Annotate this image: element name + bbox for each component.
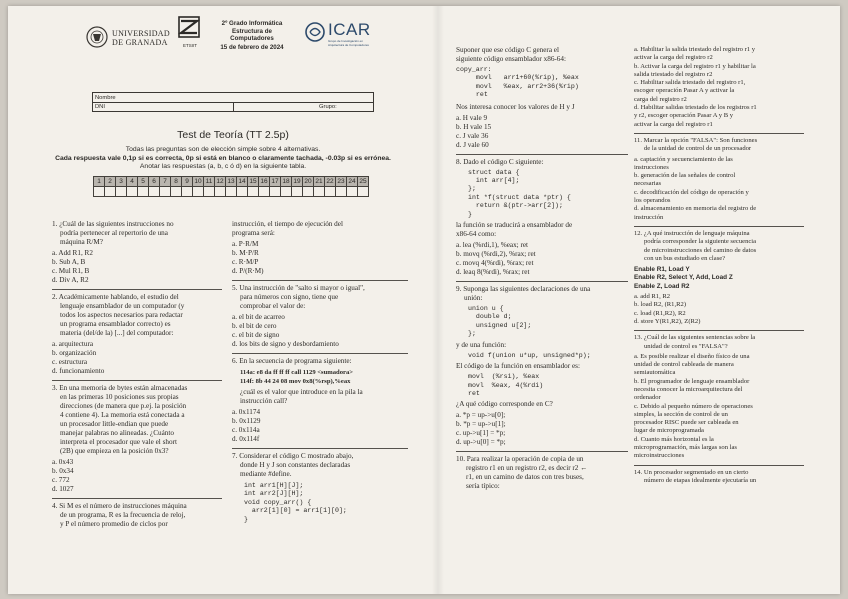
q9-option-c: c. up->u[1] = *p; xyxy=(456,429,506,438)
q2-option-c: c. estructura xyxy=(52,358,88,366)
answer-num-21: 21 xyxy=(315,178,323,185)
q4-option-b: b. M·P/R xyxy=(232,249,259,257)
q2-option-a: a. arquitectura xyxy=(52,340,94,348)
q12-option-a: a. add R1, R2 xyxy=(634,293,671,301)
q3-text-4: 4 contiene 4). La memoria está conectada a xyxy=(60,411,185,419)
answer-cell[interactable] xyxy=(204,187,215,197)
icar-subtitle: Grupo de Investigación en Arquitectura de Computadores xyxy=(328,39,369,47)
answer-num-25: 25 xyxy=(359,178,367,185)
q9-text-2: unión: xyxy=(464,294,483,303)
q10-option-a-1: a. Habilitar la salida triestado del registro r1 y xyxy=(634,46,756,53)
university-name-line1: UNIVERSIDAD xyxy=(112,29,170,38)
q2-text-3: todos los aspectos necesarios para redactar xyxy=(60,311,183,319)
q9-code-line4: }; xyxy=(468,330,476,338)
q8-option-b: b. movq (%rdi,2), %rax; ret xyxy=(456,250,536,259)
q11-text-1: 11. Marcar la opción "FALSA": Son funciones xyxy=(634,136,758,144)
question-4 xyxy=(52,502,222,529)
q4-option-d: d. P/(R·M) xyxy=(232,267,264,275)
q12-option-d: d. store Y(R1,R2), Z(R2) xyxy=(634,317,701,325)
question-divider xyxy=(52,289,222,290)
q7c-code-line2: movl arr1+60(%rip), %eax xyxy=(468,74,579,82)
q11-option-c-1: c. decodificación del código de operación y xyxy=(634,188,749,196)
q3-text-2: en las primeras 10 posiciones sus propias xyxy=(60,393,179,401)
q5-option-a: a. el bit de acarreo xyxy=(232,313,285,321)
question-10-continued xyxy=(634,46,804,129)
q12-option-c: c. load (R1,R2), R2 xyxy=(634,309,686,317)
question-divider xyxy=(634,330,804,331)
q4-option-a: a. P·R/M xyxy=(232,240,259,248)
q3-option-c: c. 772 xyxy=(52,476,70,484)
q8-code-line1: struct data { xyxy=(468,168,520,176)
q7-option-c: c. J vale 36 xyxy=(456,131,489,140)
question-column-3 xyxy=(456,46,628,495)
answer-cell[interactable] xyxy=(182,187,193,197)
answer-cell[interactable] xyxy=(347,187,358,197)
q8-code-line3: }; xyxy=(468,185,476,193)
q6-option-b: b. 0x1129 xyxy=(232,417,261,425)
answer-num-1: 1 xyxy=(94,177,105,187)
q1-text-2: podría pertenecer al repertorio de una xyxy=(60,229,168,237)
etsiit-logo xyxy=(178,16,202,46)
answer-cell[interactable] xyxy=(105,187,116,197)
question-5 xyxy=(232,284,408,349)
exam-date: 15 de febrero de 2024 xyxy=(220,43,284,51)
university-name-line2: DE GRANADA xyxy=(112,38,168,47)
question-14 xyxy=(634,469,804,486)
q10-option-d-2: y r2, escoger operación Pasar A y B y xyxy=(634,112,734,120)
instruction-line2: Cada respuesta vale 0,1p si es correcta, 0p si está en blanco o claramente tachada, -0.03p si es errónea. xyxy=(55,154,391,162)
q13-option-c-2: simples, la sección de control de un xyxy=(634,410,728,418)
q5-option-b: b. el bit de cero xyxy=(232,322,277,330)
question-7 xyxy=(232,452,408,524)
q13-option-a-1: a. Es posible realizar el diseño físico de una xyxy=(634,352,750,360)
q10-option-b-2: salida triestado del registro r2 xyxy=(634,70,713,78)
exam-sheet xyxy=(8,6,840,594)
student-form xyxy=(92,92,374,112)
answer-cell[interactable] xyxy=(237,187,248,197)
q13-option-d-2: microprogramación, más largas son las xyxy=(634,444,737,452)
q8-option-a: a. lea (%rdi,1), %eax; ret xyxy=(456,241,529,250)
etsiit-label: ETSIIT xyxy=(182,43,197,48)
q12-text-1: 12. ¿A qué instrucción de lenguaje máquina xyxy=(634,229,750,237)
answer-table-header-row xyxy=(94,177,369,187)
q8-option-d: d. leaq 8(%rdi), %rax; ret xyxy=(456,268,530,277)
q13-option-c-3: procesador RISC puede ser cableada en xyxy=(634,419,739,427)
university-logo xyxy=(86,20,180,56)
q6-text-2: ¿cuál es el valor que introduce en la pila la xyxy=(240,388,363,396)
q1-option-c: c. Mul R1, B xyxy=(52,267,90,275)
q6-option-a: a. 0x1174 xyxy=(232,408,261,416)
instruction-line3: Anotar las respuestas (a, b, c ó d) en la siguiente tabla. xyxy=(139,163,307,170)
group-field[interactable] xyxy=(339,103,373,112)
question-divider xyxy=(232,353,408,354)
q5-option-c: c. el bit de signo xyxy=(232,331,280,339)
answer-cell[interactable] xyxy=(160,187,171,197)
instruction-line1: Todas las preguntas son de elección simple sobre 4 alternativas. xyxy=(125,146,321,153)
q3-text-6: manejar palabras no alineadas. ¿Cuánto xyxy=(60,429,174,437)
question-11 xyxy=(634,137,804,222)
question-2 xyxy=(52,293,222,376)
question-column-1 xyxy=(52,220,222,533)
q3-option-a: a. 0x43 xyxy=(52,458,74,466)
icar-logo-icon xyxy=(304,21,326,43)
instructions xyxy=(48,146,398,172)
question-divider xyxy=(52,380,222,381)
dni-field[interactable] xyxy=(111,103,231,112)
q9-code-line1: union u { xyxy=(468,305,504,313)
q6-text-3: instrucción call? xyxy=(240,397,288,405)
answer-num-16: 16 xyxy=(260,178,268,185)
course-line3: Computadores xyxy=(230,35,274,43)
q10-option-c-2: escoger operación Pasar A y activar la xyxy=(634,87,735,95)
question-9 xyxy=(456,285,628,447)
answer-cell[interactable] xyxy=(226,187,237,197)
q10-option-b-1: b. Activar la carga del registro r1 y habilitar la xyxy=(634,62,756,70)
q12-micro-3: Enable Z, Load R2 xyxy=(634,282,690,290)
q9-asm-line1: movl (%rsi), %eax xyxy=(468,373,540,381)
q7-code-line4: arr2[1][0] = arr1[1][0]; xyxy=(244,507,347,515)
q1-option-a: a. Add R1, R2 xyxy=(52,249,93,257)
q5-text-1: 5. Una instrucción de "salto si mayor o igual", xyxy=(232,284,365,292)
question-column-4 xyxy=(634,46,804,489)
question-column-2 xyxy=(232,220,408,528)
q9-code-line2: double d; xyxy=(468,313,512,321)
question-13 xyxy=(634,334,804,460)
q13-option-b-3: ordenador xyxy=(634,394,661,402)
answer-num-9: 9 xyxy=(182,177,193,187)
q7c-text-3: Nos interesa conocer los valores de H y J xyxy=(456,102,575,111)
answer-num-15: 15 xyxy=(249,178,257,185)
q5-option-d: d. los bits de signo y desbordamiento xyxy=(232,340,339,348)
q6-text-1: 6. En la secuencia de programa siguiente: xyxy=(232,357,352,365)
answer-num-18: 18 xyxy=(282,178,290,185)
q7c-text-1: Suponer que ese código C genera el xyxy=(456,46,559,54)
q13-option-a-3: semiautomática xyxy=(634,369,676,377)
answer-num-8: 8 xyxy=(171,177,182,187)
q3-text-8: (2B) que empieza en la posición 0x3? xyxy=(60,447,169,455)
q10-text-4: sería típico: xyxy=(466,482,500,491)
answer-cell[interactable] xyxy=(259,187,270,197)
q10-text-2: registro r1 en un registro r2, es decir r2 ← xyxy=(466,464,588,473)
question-divider xyxy=(232,448,408,449)
q7c-code-line4: ret xyxy=(468,91,488,99)
q11-option-d-1: d. almacenamiento en memoria del registro de xyxy=(634,205,757,213)
q12-micro-2: Enable R2, Select Y, Add, Load Z xyxy=(634,274,733,282)
q13-option-d-3: microinstrucciones xyxy=(634,452,685,460)
q7-text-2: donde H y J son constantes declaradas xyxy=(240,461,351,469)
answer-cell[interactable] xyxy=(171,187,182,197)
icar-title: ICAR xyxy=(328,20,371,39)
q6-option-d: d. 0x114f xyxy=(232,435,260,443)
answer-cell[interactable] xyxy=(281,187,292,197)
q12-option-b: b. load R2, (R1,R2) xyxy=(634,301,687,309)
question-divider xyxy=(456,154,628,155)
q8-code-line6: } xyxy=(468,210,472,218)
question-8 xyxy=(456,158,628,277)
q3-text-7: interpreta el procesador que vale el short xyxy=(60,438,177,446)
question-1 xyxy=(52,220,222,285)
q7-option-a: a. H vale 9 xyxy=(456,113,488,122)
q2-option-d: d. funcionamiento xyxy=(52,367,105,375)
q7-option-d: d. J vale 60 xyxy=(456,140,489,149)
q7-code-line1: int arr1[H][J]; xyxy=(244,482,304,489)
question-10 xyxy=(456,455,628,491)
answer-cell[interactable] xyxy=(314,187,325,197)
answer-cell[interactable] xyxy=(193,187,204,197)
q10-text-1: 10. Para realizar la operación de copia de un xyxy=(456,455,584,464)
q2-text-1: 2. Académicamente hablando, el estudio del xyxy=(52,293,179,301)
q3-option-d: d. 1027 xyxy=(52,485,74,493)
page-fold xyxy=(432,6,444,594)
question-3 xyxy=(52,384,222,494)
answer-num-7: 7 xyxy=(160,177,171,187)
q1-text-3: máquina R/M? xyxy=(60,238,103,246)
q11-option-c-2: los operandos xyxy=(634,197,671,205)
question-12 xyxy=(634,230,804,326)
q2-text-4: un programa ensamblador correcto) es xyxy=(60,320,171,328)
answer-cell[interactable] xyxy=(215,187,226,197)
q8-code-line4: int *f(struct data *ptr) { xyxy=(468,193,571,201)
question-divider xyxy=(634,226,804,227)
question-divider xyxy=(634,133,804,134)
course-info xyxy=(212,20,292,51)
q3-option-b: b. 0x34 xyxy=(52,467,74,475)
answer-cell[interactable] xyxy=(292,187,303,197)
q9-asm-line2: movl %eax, 4(%rdi) xyxy=(468,381,544,389)
group-label: Grupo: xyxy=(319,104,337,110)
q9-option-d: d. up->u[0] = *p; xyxy=(456,438,506,447)
question-6 xyxy=(232,357,408,444)
answer-num-20: 20 xyxy=(304,178,312,185)
q11-option-d-2: instrucción xyxy=(634,213,664,221)
question-divider xyxy=(456,451,628,452)
question-divider xyxy=(232,280,408,281)
icar-logo xyxy=(304,18,376,52)
answer-num-12: 12 xyxy=(216,178,224,185)
q4c-text-2: programa será: xyxy=(232,229,275,237)
q13-option-b-1: b. El programador de lenguaje ensamblador xyxy=(634,377,750,385)
q9-asm-line3: ret xyxy=(468,389,480,397)
q11-text-2: de la unidad de control de un procesador xyxy=(644,145,752,153)
q3-text-1: 3. En una memoria de bytes están almacenadas xyxy=(52,384,188,392)
q11-option-a-1: a. captación y secuenciamiento de las xyxy=(634,155,733,163)
answer-num-23: 23 xyxy=(337,178,345,185)
answer-cell[interactable] xyxy=(94,187,105,197)
name-field[interactable] xyxy=(93,93,373,103)
q7c-code-line1: copy_arr: xyxy=(456,66,492,73)
answer-cell[interactable] xyxy=(149,187,160,197)
question-divider xyxy=(634,465,804,466)
answer-num-22: 22 xyxy=(326,178,334,185)
q12-text-3: de microinstrucciones del camino de datos xyxy=(644,246,757,254)
q10-text-3: r1, en un camino de datos con tres buses, xyxy=(466,473,584,482)
q1-text-1: 1. ¿Cuál de las siguientes instrucciones no xyxy=(52,220,174,228)
q8-code-line2: int arr[4]; xyxy=(468,177,520,185)
answer-num-3: 3 xyxy=(116,177,127,187)
q13-option-b-2: necesita conocer la microarquitectura del xyxy=(634,385,743,393)
q4-text-1: 4. Si M es el número de instrucciones máquina xyxy=(52,502,187,510)
q13-option-c-4: lugar de microprogramada xyxy=(634,427,704,435)
q10-option-d-3: activar la carga del registro r1 xyxy=(634,120,713,128)
answer-num-5: 5 xyxy=(138,177,149,187)
q9-code-line3: unsigned u[2]; xyxy=(468,321,532,329)
q10-option-a-2: activar la carga del registro r2 xyxy=(634,54,713,62)
question-divider xyxy=(456,281,628,282)
answer-cell[interactable] xyxy=(303,187,314,197)
q9-option-a: a. *p = up->u[0]; xyxy=(456,411,506,420)
q8-option-c: c. movq 4(%rdi), %rax; ret xyxy=(456,259,534,268)
q1-option-d: d. Div A, R2 xyxy=(52,276,89,284)
q7-code-line3: void copy_arr() { xyxy=(244,498,312,506)
q5-text-2: para números con signo, tiene que xyxy=(240,293,339,301)
q4-text-3: y P el número promedio de ciclos por xyxy=(60,520,168,528)
q12-text-4: con un bus estudiado en clase? xyxy=(644,254,726,262)
q7-code-line2: int arr2[J][H]; xyxy=(244,490,304,498)
q9-text-4: El código de la función en ensamblador es: xyxy=(456,362,580,371)
answer-num-13: 13 xyxy=(227,178,235,185)
q3-text-3: direcciones (de manera que p.ej. la posición xyxy=(60,402,187,410)
q10-option-c-3: carga del registro r2 xyxy=(634,95,687,103)
q9-code-signature: void f(union u*up, unsigned*p); xyxy=(468,351,591,359)
q4-text-2: de un programa, R es la frecuencia de reloj, xyxy=(60,511,186,519)
university-seal-icon xyxy=(86,24,108,50)
answer-num-24: 24 xyxy=(348,178,356,185)
q13-option-c-1: c. Debido al pequeño número de operaciones xyxy=(634,402,753,410)
q4c-text-1: instrucción, el tiempo de ejecución del xyxy=(232,220,343,228)
q11-option-a-2: instrucciones xyxy=(634,163,669,171)
question-4-continued xyxy=(232,220,408,276)
q4-option-c: c. R·M/P xyxy=(232,258,259,266)
q11-option-b-2: necesarias xyxy=(634,180,662,188)
q14-text-1: 14. Un procesador segmentado en un cierto xyxy=(634,468,749,476)
answer-num-10: 10 xyxy=(194,178,202,185)
answer-num-17: 17 xyxy=(271,178,279,185)
q2-text-2: lenguaje ensamblador de un computador (y xyxy=(60,302,185,310)
dni-label: DNI xyxy=(95,104,105,110)
q8-code-line5: return &(ptr->arr[2]); xyxy=(468,202,563,210)
q6-code-line2: 114f: 8b 44 24 08 mov 0x8(%rsp),%eax xyxy=(240,378,351,385)
answer-num-6: 6 xyxy=(149,177,160,187)
q6-option-c: c. 0x114a xyxy=(232,426,260,434)
answer-cell[interactable] xyxy=(270,187,281,197)
answer-num-19: 19 xyxy=(293,178,301,185)
q12-text-2: podría corresponder la siguiente secuencia xyxy=(644,238,757,246)
q10-option-d-1: d. Habilitar salidas triestado de los registros r1 xyxy=(634,104,757,112)
q7c-text-2: siguiente código ensamblador x86-64: xyxy=(456,55,566,63)
answer-cell[interactable] xyxy=(116,187,127,197)
answer-cell[interactable] xyxy=(248,187,259,197)
q3-text-5: un procesador little-endian que puede xyxy=(60,420,169,428)
q13-text-2: unidad de control es "FALSA"? xyxy=(644,342,728,350)
q9-text-5: ¿A qué código corresponde en C? xyxy=(456,400,553,409)
q10-option-c-1: c. Habilitar salida triestado del registro r1, xyxy=(634,79,746,87)
answer-cell[interactable] xyxy=(138,187,149,197)
q2-option-b: b. organización xyxy=(52,349,97,357)
q13-text-1: 13. ¿Cuál de las siguientes sentencias sobre la xyxy=(634,334,756,342)
q9-text-1: 9. Suponga las siguientes declaraciones de una xyxy=(456,285,591,294)
etsiit-logo-icon xyxy=(178,16,200,38)
q7c-code-line3: movl %eax, arr2+36(%rip) xyxy=(468,82,579,90)
answer-num-11: 11 xyxy=(204,177,215,187)
q11-option-b-1: b. generación de las señales de control xyxy=(634,172,736,180)
q7-text-3: mediante #define. xyxy=(240,470,292,478)
q7-code-line5: } xyxy=(244,515,248,523)
q7-text-1: 7. Considerar el código C mostrado abajo, xyxy=(232,452,354,460)
answer-cell[interactable] xyxy=(127,187,138,197)
q6-code-line1: 114a: e8 da ff ff ff call 1129 <sumadora> xyxy=(240,369,354,376)
q7-option-b: b. H vale 15 xyxy=(456,122,492,131)
name-label: Nombre xyxy=(95,95,116,101)
q13-option-d-1: d. Cuanto más horizontal es la xyxy=(634,435,714,443)
course-line1: 2º Grado Informática xyxy=(221,20,283,27)
q14-text-2: número de etapas idealmente ejecutaría un xyxy=(644,476,757,484)
q5-text-3: comprobar el valor de: xyxy=(240,302,306,310)
question-divider xyxy=(52,498,222,499)
answer-num-14: 14 xyxy=(238,178,246,185)
answer-table xyxy=(93,176,369,197)
q9-option-b: b. *p = up->u[1]; xyxy=(456,420,506,429)
q8-text-3: x86-64 como: xyxy=(456,230,497,239)
exam-title: Test de Teoría (TT 2.5p) xyxy=(177,129,289,141)
q2-text-5: materia (del/de la) [...] del computador: xyxy=(60,329,174,337)
answer-cell[interactable] xyxy=(325,187,336,197)
q12-micro-1: Enable R1, Load Y xyxy=(634,266,690,274)
answer-num-2: 2 xyxy=(105,177,116,187)
question-7-continued xyxy=(456,46,628,150)
answer-cell[interactable] xyxy=(336,187,347,197)
answer-cell[interactable] xyxy=(358,187,369,197)
q8-text-2: la función se traducirá a ensamblador de xyxy=(456,221,573,230)
q9-text-3: y de una función: xyxy=(456,340,507,349)
q1-option-b: b. Sub A, B xyxy=(52,258,86,266)
answer-num-4: 4 xyxy=(127,177,138,187)
q13-option-a-2: unidad de control cableada de manera xyxy=(634,361,734,369)
course-line2: Estructura de xyxy=(232,27,272,35)
answer-table-input-row xyxy=(94,187,369,197)
q8-text-1: 8. Dado el código C siguiente: xyxy=(456,157,544,166)
